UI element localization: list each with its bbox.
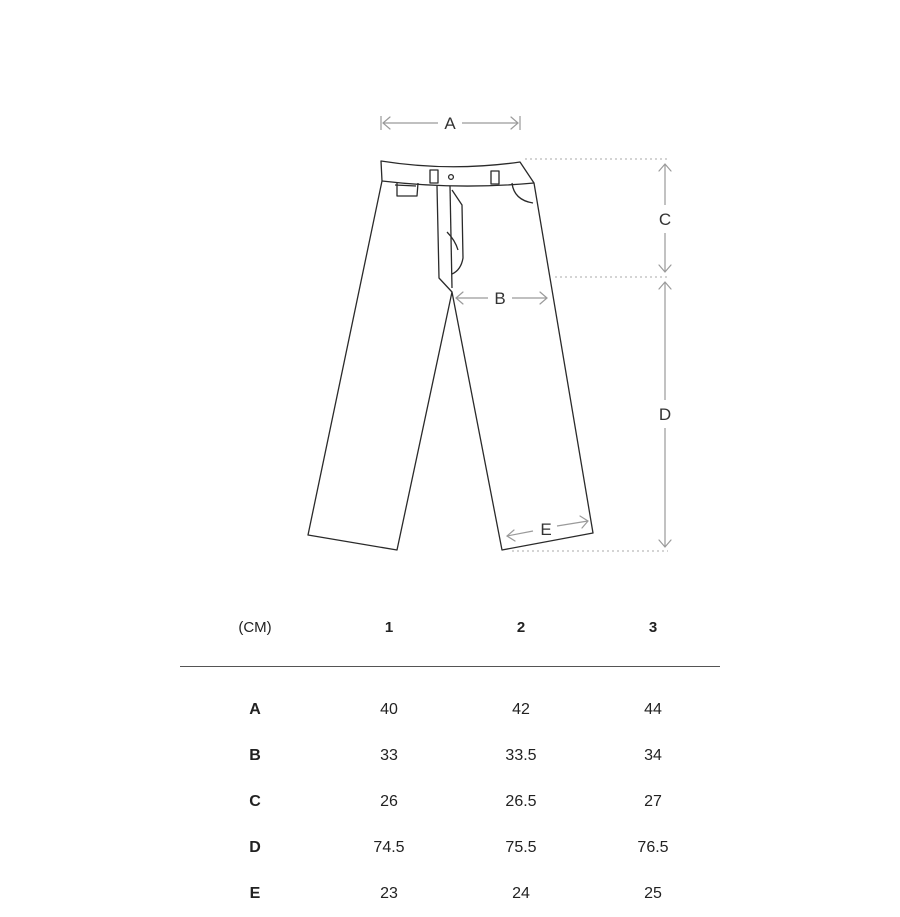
dimension-e (507, 516, 588, 541)
pants-drawing (308, 161, 593, 550)
measure-label: C (249, 793, 261, 810)
table-row (180, 825, 720, 871)
table-row (180, 779, 720, 825)
dimension-b (456, 289, 547, 308)
measure-label: D (249, 839, 261, 856)
table-cell: 34 (644, 747, 662, 764)
table-cell: 44 (644, 701, 662, 718)
table-cell: 24 (512, 885, 530, 902)
dimension-label-d: D (658, 405, 672, 424)
table-cell: 33.5 (505, 747, 537, 764)
table-cell: 25 (644, 885, 662, 902)
measure-label: E (249, 885, 261, 902)
unit-label: (CM) (238, 619, 272, 636)
table-divider (180, 666, 720, 667)
size-chart-table (180, 600, 720, 917)
table-row (180, 687, 720, 733)
size-header-1: 1 (384, 619, 394, 636)
dimension-label-a: A (444, 114, 456, 133)
dimension-label-c: C (658, 210, 672, 229)
size-header-3: 3 (648, 619, 658, 636)
table-cell: 26 (380, 793, 398, 810)
table-cell: 76.5 (637, 839, 669, 856)
measure-label: B (249, 747, 261, 764)
dimension-label-e: E (540, 520, 552, 539)
table-cell: 27 (644, 793, 662, 810)
table-cell: 40 (380, 701, 398, 718)
table-cell: 74.5 (373, 839, 405, 856)
table-cell: 23 (380, 885, 398, 902)
table-cell: 26.5 (505, 793, 537, 810)
size-header-2: 2 (516, 619, 526, 636)
measure-label: A (249, 701, 261, 718)
table-cell: 75.5 (505, 839, 537, 856)
table-cell: 33 (380, 747, 398, 764)
dimension-c-d (512, 159, 671, 551)
table-header-row (180, 600, 720, 656)
table-row (180, 733, 720, 779)
table-cell: 42 (512, 701, 530, 718)
table-row (180, 871, 720, 917)
dimension-label-b: B (494, 289, 506, 308)
dimension-a (381, 114, 520, 133)
